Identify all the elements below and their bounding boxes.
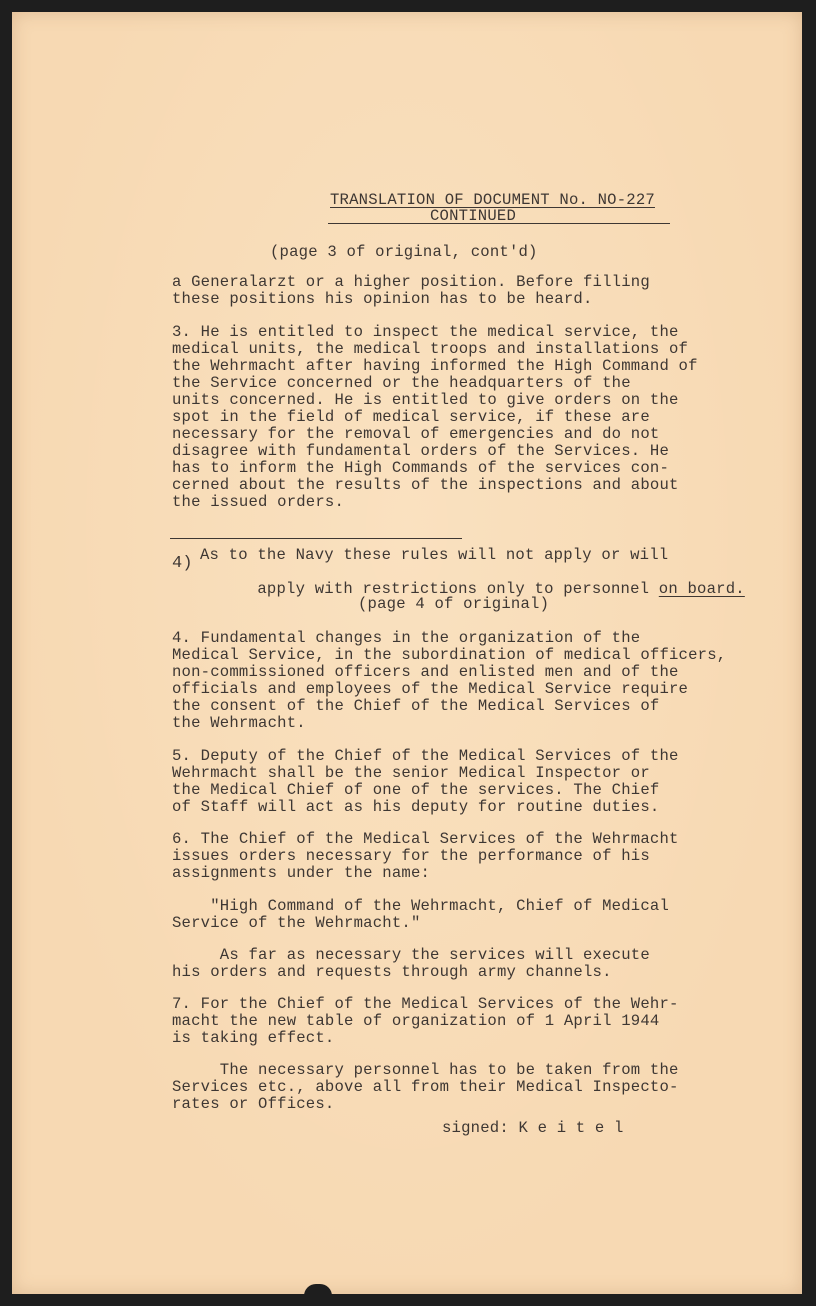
text-line: As far as necessary the services will execute [172, 946, 650, 964]
text-line: the Wehrmacht after having informed the High Command of [172, 357, 698, 375]
text-line: 4. Fundamental changes in the organization of the [172, 629, 641, 647]
footnote-text: apply with restrictions only to personnel [257, 580, 659, 599]
text-line: the issued orders. [172, 493, 345, 511]
text-line: a Generalarzt or a higher position. Before filling [172, 273, 650, 291]
text-line: disagree with fundamental orders of the Services. He [172, 442, 670, 460]
text-line: the Medical Chief of one of the services. The Chief [172, 781, 660, 799]
text-line: 6. The Chief of the Medical Services of the Wehrmacht [172, 830, 679, 848]
text-line: assignments under the name: [172, 864, 431, 882]
title-rule [328, 223, 670, 224]
text-line: officials and employees of the Medical Service require [172, 680, 689, 698]
text-line: 3. He is entitled to inspect the medical service, the [172, 323, 679, 341]
text-line: medical units, the medical troops and installations of [172, 340, 689, 358]
text-line: necessary for the removal of emergencies and do not [172, 425, 660, 443]
text-line: Wehrmacht shall be the senior Medical Inspector or [172, 764, 650, 782]
text-line: 7. For the Chief of the Medical Services of the Wehr- [172, 995, 679, 1013]
footnote-line: As to the Navy these rules will not apply or will [200, 546, 669, 564]
text-line: the consent of the Chief of the Medical Services of [172, 697, 660, 715]
text-line: rates or Offices. [172, 1095, 335, 1113]
footnote-separator [170, 538, 462, 539]
text-line: Medical Service, in the subordination of medical officers, [172, 646, 727, 664]
page-note-4: (page 4 of original) [358, 595, 550, 613]
text-line: 5. Deputy of the Chief of the Medical Services of the [172, 747, 679, 765]
document-title: TRANSLATION OF DOCUMENT No. NO-227 [330, 191, 655, 209]
footnote-mark: 4) [172, 554, 193, 573]
text-line: is taking effect. [172, 1029, 335, 1047]
text-line: Services etc., above all from their Medical Inspecto- [172, 1078, 679, 1096]
document-subtitle: CONTINUED [430, 207, 517, 225]
text-line: his orders and requests through army channels. [172, 963, 612, 981]
signature: signed: K e i t e l [442, 1119, 624, 1137]
text-line: non-commissioned officers and enlisted men and of the [172, 663, 679, 681]
text-line: spot in the field of medical service, if these are [172, 408, 650, 426]
text-line: macht the new table of organization of 1 April 1944 [172, 1012, 660, 1030]
text-line: has to inform the High Commands of the services con- [172, 459, 670, 477]
footnote-underlined: on board. [658, 580, 745, 599]
text-line: Service of the Wehrmacht." [172, 914, 421, 932]
text-line: of Staff will act as his deputy for routine duties. [172, 798, 660, 816]
paper-tear [304, 1284, 332, 1296]
text-line: units concerned. He is entitled to give orders on the [172, 391, 679, 409]
text-line: the Service concerned or the headquarters of the [172, 374, 631, 392]
text-line: these positions his opinion has to be heard. [172, 290, 593, 308]
text-line: cerned about the results of the inspections and about [172, 476, 679, 494]
text-line: the Wehrmacht. [172, 714, 306, 732]
text-line: issues orders necessary for the performance of his [172, 847, 650, 865]
document-page [12, 12, 802, 1294]
text-line: The necessary personnel has to be taken from the [172, 1061, 679, 1079]
page-note-3: (page 3 of original, cont'd) [270, 243, 538, 261]
text-line: "High Command of the Wehrmacht, Chief of Medical [172, 897, 670, 915]
